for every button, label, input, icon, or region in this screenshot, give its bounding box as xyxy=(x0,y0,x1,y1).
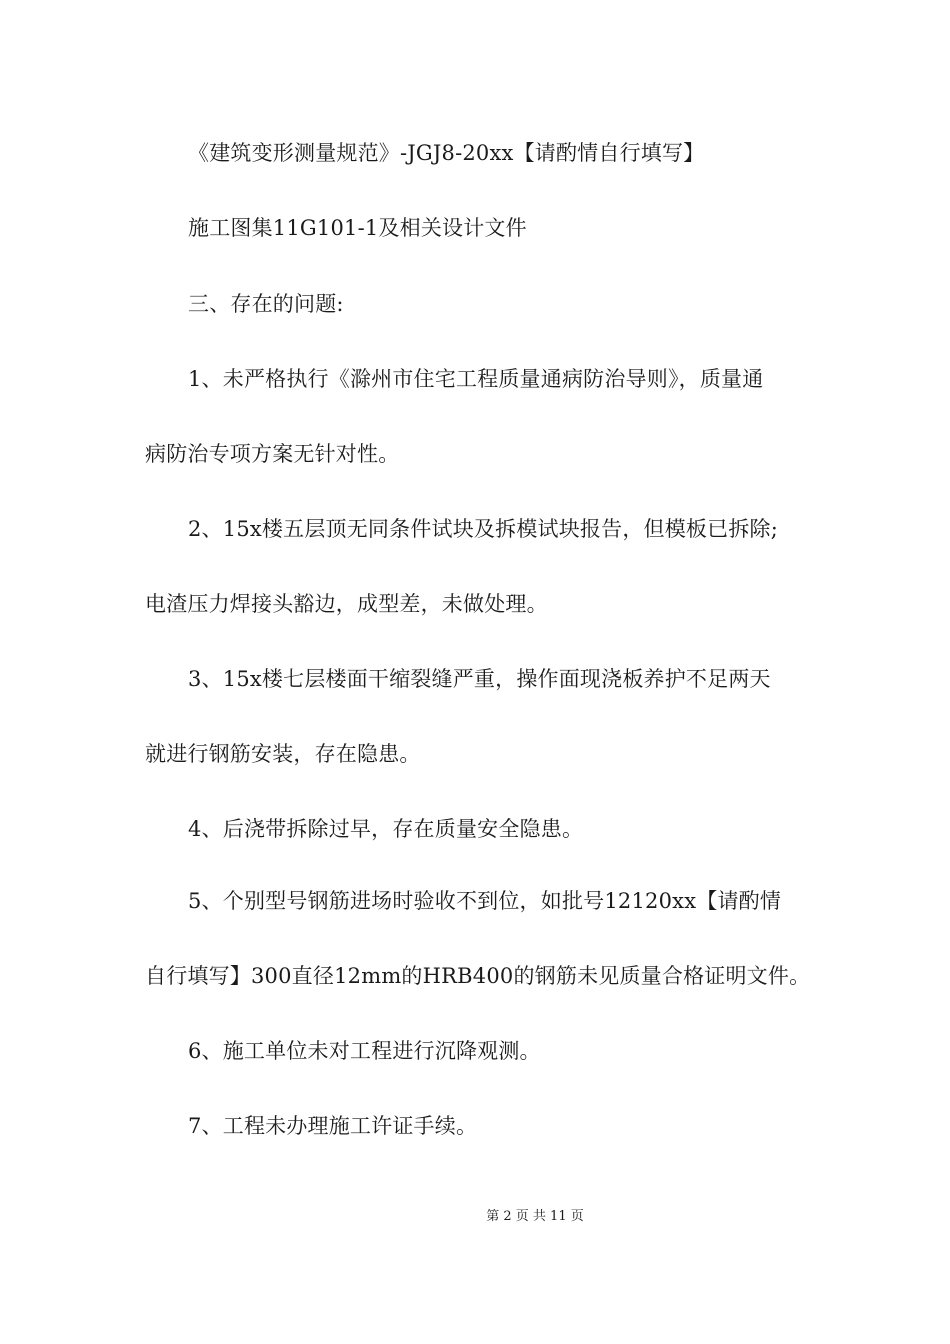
issue-1-line-2: 病防治专项方案无针对性。 xyxy=(145,442,400,466)
issue-5-line-2: 自行填写】300直径12mm的HRB400的钢筋未见质量合格证明文件。 xyxy=(145,964,811,988)
issue-5-line-1: 5、个别型号钢筋进场时验收不到位，如批号12120xx【请酌情 xyxy=(188,889,782,913)
reference-drawings-line: 施工图集11G101-1及相关设计文件 xyxy=(188,216,527,240)
issue-4-line: 4、后浇带拆除过早，存在质量安全隐患。 xyxy=(188,817,584,841)
issue-6-line: 6、施工单位未对工程进行沉降观测。 xyxy=(188,1039,541,1063)
issue-7-line: 7、工程未办理施工许证手续。 xyxy=(188,1114,478,1138)
issue-3-line-2: 就进行钢筋安装，存在隐患。 xyxy=(145,742,421,766)
issue-2-line-2: 电渣压力焊接头豁边，成型差，未做处理。 xyxy=(145,592,548,616)
page-number-footer: 第 2 页 共 11 页 xyxy=(486,1209,584,1224)
issue-2-line-1: 2、15x楼五层顶无同条件试块及拆模试块报告，但模板已拆除; xyxy=(188,517,778,541)
issue-1-line-1: 1、未严格执行《滁州市住宅工程质量通病防治导则》，质量通 xyxy=(188,367,764,391)
issue-3-line-1: 3、15x楼七层楼面干缩裂缝严重，操作面现浇板养护不足两天 xyxy=(188,667,771,691)
section-heading: 三、存在的问题: xyxy=(188,292,344,316)
reference-standard-line: 《建筑变形测量规范》-JGJ8-20xx【请酌情自行填写】 xyxy=(188,141,705,165)
